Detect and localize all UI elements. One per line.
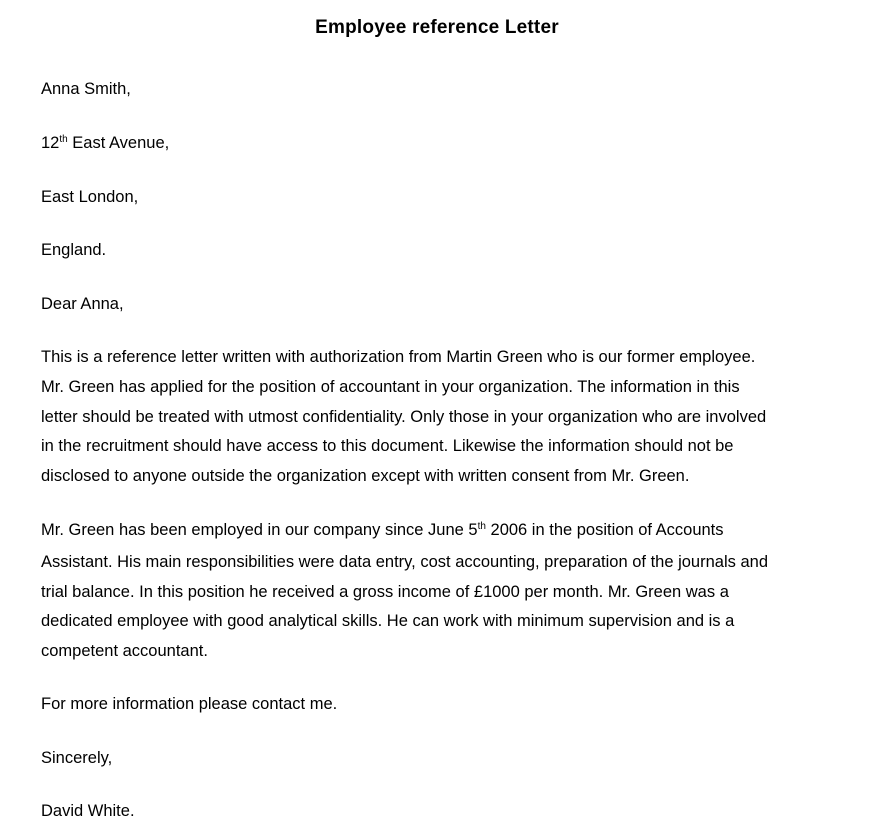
paragraph-1-line: letter should be treated with utmost confidentiality. Only those in your organization who are involved [41,407,767,426]
date-suffix: th [477,521,486,532]
salutation: Dear Anna, [41,295,124,313]
paragraph-2-line [41,516,768,548]
recipient-city: East London, [41,188,139,206]
paragraph-2-line: dedicated employee with good analytical skills. He can work with minimum supervision and is a [41,612,735,631]
document-title: Employee reference Letter [315,17,559,38]
paragraph-2 [41,516,768,667]
paragraph-1-line: Mr. Green has applied for the position of accountant in your organization. The information in this [41,377,740,396]
paragraph-2-text: Mr. Green has been employed in our company since June 5 [41,521,478,539]
recipient-country: England. [41,241,107,259]
paragraph-2-text: 2006 in the position of Accounts [485,521,724,539]
recipient-name: Anna Smith, [41,80,131,98]
paragraph-2-line: trial balance. In this position he received a gross income of £1000 per month. Mr. Green was a [41,582,729,601]
street-number: 12 [41,134,60,152]
street-name: East Avenue, [67,134,170,152]
paragraph-1-line: This is a reference letter written with authorization from Martin Green who is our former employee. [41,348,756,366]
street-suffix: th [59,134,68,145]
closing: Sincerely, [41,749,113,767]
paragraph-1-line: in the recruitment should have access to this document. Likewise the information should not be [41,437,734,456]
paragraph-1-line: disclosed to anyone outside the organization except with written consent from Mr. Green. [41,467,690,486]
signature: David White. [41,802,135,820]
paragraph-2-line: competent accountant. [41,642,208,661]
recipient-street [41,133,169,156]
paragraph-2-line: Assistant. His main responsibilities were data entry, cost accounting, preparation of the journals and [41,552,768,571]
paragraph-1 [41,343,766,492]
contact-line: For more information please contact me. [41,695,338,713]
